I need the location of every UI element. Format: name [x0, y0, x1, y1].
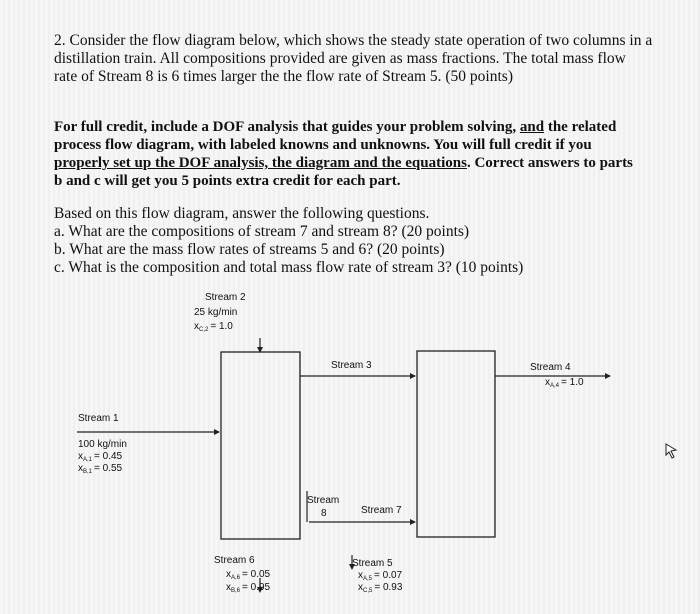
- credit-and-underlined: and: [519, 119, 545, 135]
- subscript: A,4: [550, 383, 560, 389]
- stream-3-name: Stream 3: [331, 360, 372, 371]
- value: = 0.95: [242, 582, 271, 593]
- mouse-cursor-icon: [666, 444, 676, 458]
- value: = 0.45: [94, 451, 123, 462]
- var-x: x: [545, 377, 550, 388]
- problem-line: distillation train. All compositions provided are given as mass fractions. The total mass flow: [54, 50, 626, 67]
- subscript: B,6: [231, 588, 241, 594]
- subscript: B,1: [83, 469, 93, 475]
- credit-line: b and c will get you 5 points extra credit for each part.: [54, 173, 401, 189]
- stream-2-flow: 25 kg/min: [194, 307, 238, 318]
- var-x: x: [78, 463, 83, 474]
- subscript: A,6: [231, 575, 241, 581]
- stream-6-composition-b: [226, 582, 271, 594]
- stream-8-name: Stream: [307, 495, 340, 506]
- stream-2-name: Stream 2: [205, 292, 246, 303]
- value: = 1.0: [561, 377, 584, 388]
- var-x: x: [226, 569, 231, 580]
- stream-5-composition-b: [358, 582, 403, 594]
- stream-5-name: Stream 5: [352, 558, 393, 569]
- stream-1-composition-a: [78, 451, 123, 463]
- question-a: a. What are the compositions of stream 7 and stream 8? (20 points): [54, 223, 470, 240]
- stream-1-composition-b: [78, 463, 123, 475]
- problem-line: 2. Consider the flow diagram below, which shows the steady state operation of two columns in a: [54, 32, 653, 49]
- value: = 0.55: [94, 463, 123, 474]
- credit-line: process flow diagram, with labeled knowns and unknowns. You will full credit if you: [54, 137, 592, 153]
- value: = 1.0: [210, 321, 233, 332]
- subscript: A,5: [363, 576, 373, 582]
- value: = 0.07: [374, 570, 403, 581]
- stream-8-number: 8: [321, 508, 327, 519]
- var-x: x: [358, 582, 363, 593]
- value: = 0.05: [242, 569, 271, 580]
- var-x: x: [194, 321, 199, 332]
- question-b: b. What are the mass flow rates of streams 5 and 6? (20 points): [54, 241, 445, 258]
- stream-6-name: Stream 6: [214, 555, 255, 566]
- credit-line-text: For full credit, include a DOF analysis that guides your problem solving,: [54, 119, 517, 135]
- subscript: C,5: [363, 588, 373, 594]
- stream-6-composition-a: [226, 569, 271, 581]
- credit-line-text: the related: [544, 119, 617, 135]
- credit-line-text: . Correct answers to parts: [466, 155, 633, 171]
- var-x: x: [226, 582, 231, 593]
- stream-4-composition: [545, 377, 584, 389]
- problem-line: rate of Stream 8 is 6 times larger the the flow rate of Stream 5. (50 points): [54, 68, 513, 85]
- var-x: x: [358, 570, 363, 581]
- credit-underlined-text: properly set up the DOF analysis, the diagram and the equations: [54, 155, 467, 171]
- stream-5-composition-a: [358, 570, 403, 582]
- subscript: A,1: [83, 457, 93, 463]
- stream-4-name: Stream 4: [530, 362, 571, 373]
- column-1: [221, 352, 300, 539]
- value: = 0.93: [374, 582, 403, 593]
- stream-7-name: Stream 7: [361, 505, 402, 516]
- column-2: [417, 351, 495, 537]
- question-c: c. What is the composition and total mass flow rate of stream 3? (10 points): [54, 259, 524, 276]
- stream-1-flow: 100 kg/min: [78, 439, 127, 450]
- stream-2-composition: [194, 321, 233, 333]
- var-x: x: [78, 451, 83, 462]
- questions-intro: Based on this flow diagram, answer the following questions.: [54, 205, 430, 222]
- subscript: C,2: [199, 327, 209, 333]
- stream-1-name: Stream 1: [78, 413, 119, 424]
